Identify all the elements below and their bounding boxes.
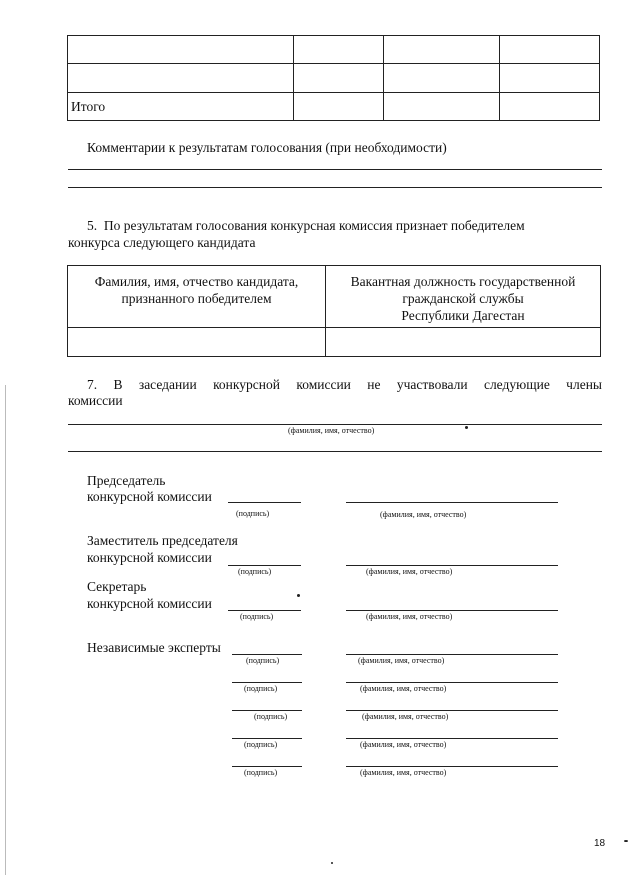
comments-label: Комментарии к результатам голосования (при необходимости) [87,140,447,155]
chairman-signature-line [228,502,301,503]
chairman-label-l2: конкурсной комиссии [87,489,212,504]
expert-name-caption: (фамилия, имя, отчество) [360,684,447,693]
winner-table [67,265,601,357]
vice-chairman-name-line [346,565,558,566]
vice-chairman-signature-caption: (подпись) [238,567,272,576]
table-cell [68,64,294,93]
scan-speck [465,426,468,429]
expert-signature-caption: (подпись) [254,712,288,721]
absent-members-line [68,424,602,425]
table-cell [499,93,599,121]
page-number: 18 [594,838,606,849]
total-row-label [68,93,294,121]
table-cell [293,64,383,93]
expert-name-caption: (фамилия, имя, отчество) [360,740,447,749]
expert-name-line [346,682,558,683]
secretary-label-l1: Секретарь [87,579,147,594]
expert-signature-caption: (подпись) [244,768,278,777]
table-cell [68,328,326,357]
table-cell [68,36,294,64]
table-cell [499,36,599,64]
vice-chairman-label-l1: Заместитель председателя [87,533,238,548]
expert-signature-line [232,654,302,655]
comment-line [68,187,602,188]
section7-word: заседании [138,377,197,392]
absent-members-caption: (фамилия, имя, отчество) [288,426,375,435]
chairman-signature-caption-text: (подпись) [236,509,270,518]
table-cell [293,93,383,121]
expert-name-line [346,766,558,767]
scan-speck [297,594,300,597]
section7-word: 7. [87,377,98,392]
expert-name-line [346,710,558,711]
expert-signature-line [232,710,302,711]
chairman-name-line [346,502,558,503]
table-cell [384,64,499,93]
experts-label: Независимые эксперты [87,640,221,655]
scan-edge-shadow [5,385,6,875]
chairman-label-l1: Председатель [87,473,166,488]
table-cell [499,64,599,93]
chairman-name-caption: (фамилия, имя, отчество) [380,510,467,519]
expert-signature-caption: (подпись) [244,684,278,693]
expert-name-line [346,654,558,655]
expert-name-caption: (фамилия, имя, отчество) [360,768,447,777]
expert-signature-line [232,682,302,683]
winner-col-header-name-text: Фамилия, имя, отчество кандидата, признанного победителем [94,274,299,306]
scan-speck [624,840,628,842]
scan-speck [331,862,333,864]
absent-members-line [68,451,602,452]
expert-name-line [346,738,558,739]
secretary-signature-caption: (подпись) [240,612,274,621]
total-label: Итого [71,98,106,114]
secretary-name-caption: (фамилия, имя, отчество) [366,612,453,621]
section7-word: члены [566,377,602,392]
vice-chairman-label-l2: конкурсной комиссии [87,550,212,565]
winner-col-header-position-text: Вакантная должность государственной гражданской службы Республики Дагестан [350,274,576,323]
section7-word: участвовали [396,377,468,392]
comment-line [68,169,602,170]
section7-word: комиссии [296,377,351,392]
secretary-label-l2: конкурсной комиссии [87,596,212,611]
section5-text-line2: конкурса следующего кандидата [68,235,256,250]
table-cell [384,36,499,64]
expert-signature-line [232,738,302,739]
section5-text-line1: 5. По результатам голосования конкурсная комиссия признает победителем [87,218,525,233]
section7-text-line2: комиссии [68,393,123,408]
section7-text-line1 [87,377,602,393]
section7-word: конкурсной [213,377,280,392]
table-cell [293,36,383,64]
table-cell [384,93,499,121]
table-cell [326,328,601,357]
chairman-signature-caption [236,509,269,518]
expert-signature-caption: (подпись) [244,740,278,749]
section7-word: не [367,377,381,392]
expert-signature-line [232,766,302,767]
voting-results-table [67,35,600,121]
winner-col-header-position [326,266,601,328]
expert-name-caption: (фамилия, имя, отчество) [362,712,449,721]
vice-chairman-name-caption: (фамилия, имя, отчество) [366,567,453,576]
section7-word: следующие [483,377,550,392]
section7-word: В [113,377,123,392]
vice-chairman-signature-line [228,565,301,566]
secretary-name-line [346,610,558,611]
winner-col-header-name [68,266,326,328]
secretary-signature-line [228,610,301,611]
expert-name-caption: (фамилия, имя, отчество) [358,656,445,665]
expert-signature-caption: (подпись) [246,656,280,665]
